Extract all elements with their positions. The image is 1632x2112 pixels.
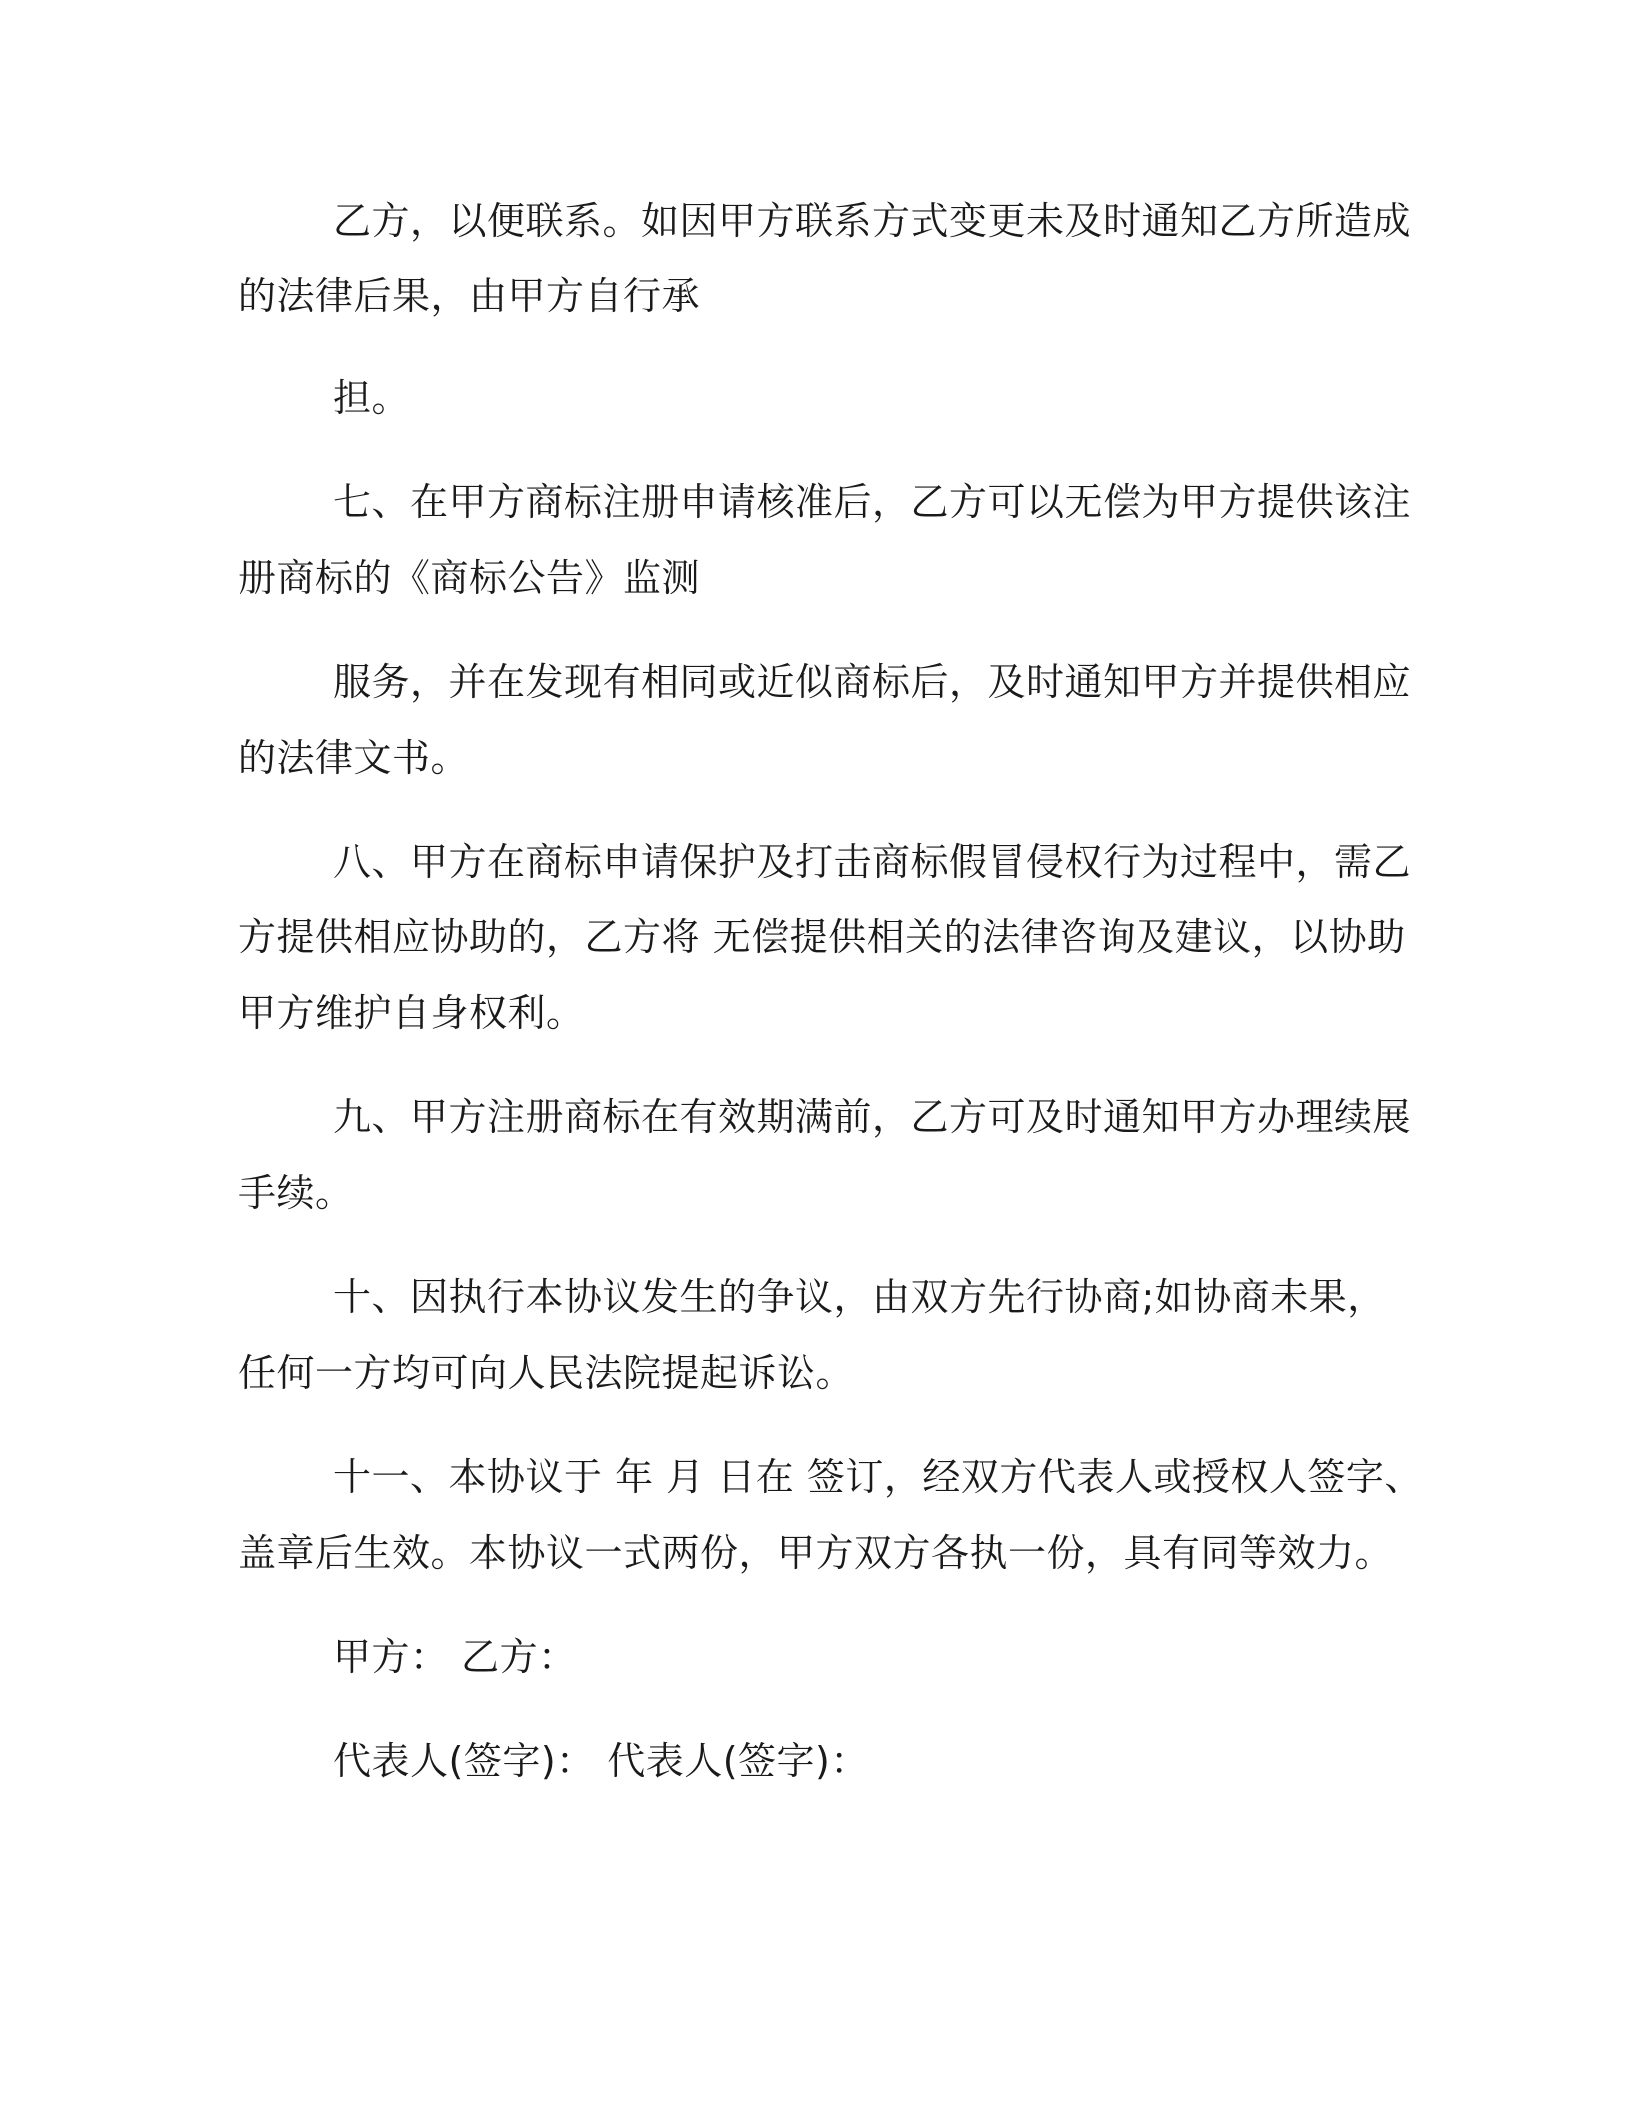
clause-8-line: 八、甲方在商标申请保护及打击商标假冒侵权行为过程中，需乙 — [333, 840, 1412, 884]
clause-8-line: 甲方维护自身权利。 — [238, 991, 585, 1035]
signature-representatives: 代表人(签字)： 代表人(签字)： — [333, 1739, 869, 1783]
clause-9-line: 手续。 — [238, 1171, 354, 1215]
clause-7-line: 的法律文书。 — [238, 736, 470, 780]
clause-11-line: 十一、本协议于 年 月 日在 签订，经双方代表人或授权人签字、 — [333, 1455, 1423, 1499]
clause-7-line: 服务，并在发现有相同或近似商标后，及时通知甲方并提供相应 — [333, 660, 1412, 704]
paragraph-line: 的法律后果，由甲方自行承 — [238, 274, 701, 318]
clause-10-line: 任何一方均可向人民法院提起诉讼。 — [238, 1351, 855, 1395]
paragraph-line: 乙方，以便联系。如因甲方联系方式变更未及时通知乙方所造成 — [333, 199, 1412, 243]
signature-parties: 甲方： 乙方： — [333, 1635, 577, 1679]
clause-8-line: 方提供相应协助的，乙方将 无偿提供相关的法律咨询及建议，以协助 — [238, 915, 1406, 959]
clause-11-line: 盖章后生效。本协议一式两份，甲方双方各执一份，具有同等效力。 — [238, 1531, 1394, 1575]
clause-7-line: 册商标的《商标公告》监测 — [238, 556, 701, 600]
clause-10-line: 十、因执行本协议发生的争议，由双方先行协商;如协商未果， — [333, 1275, 1386, 1319]
clause-9-line: 九、甲方注册商标在有效期满前，乙方可及时通知甲方办理续展 — [333, 1095, 1412, 1139]
paragraph-line: 担。 — [333, 376, 411, 420]
clause-7-line: 七、在甲方商标注册申请核准后，乙方可以无偿为甲方提供该注 — [333, 480, 1412, 524]
